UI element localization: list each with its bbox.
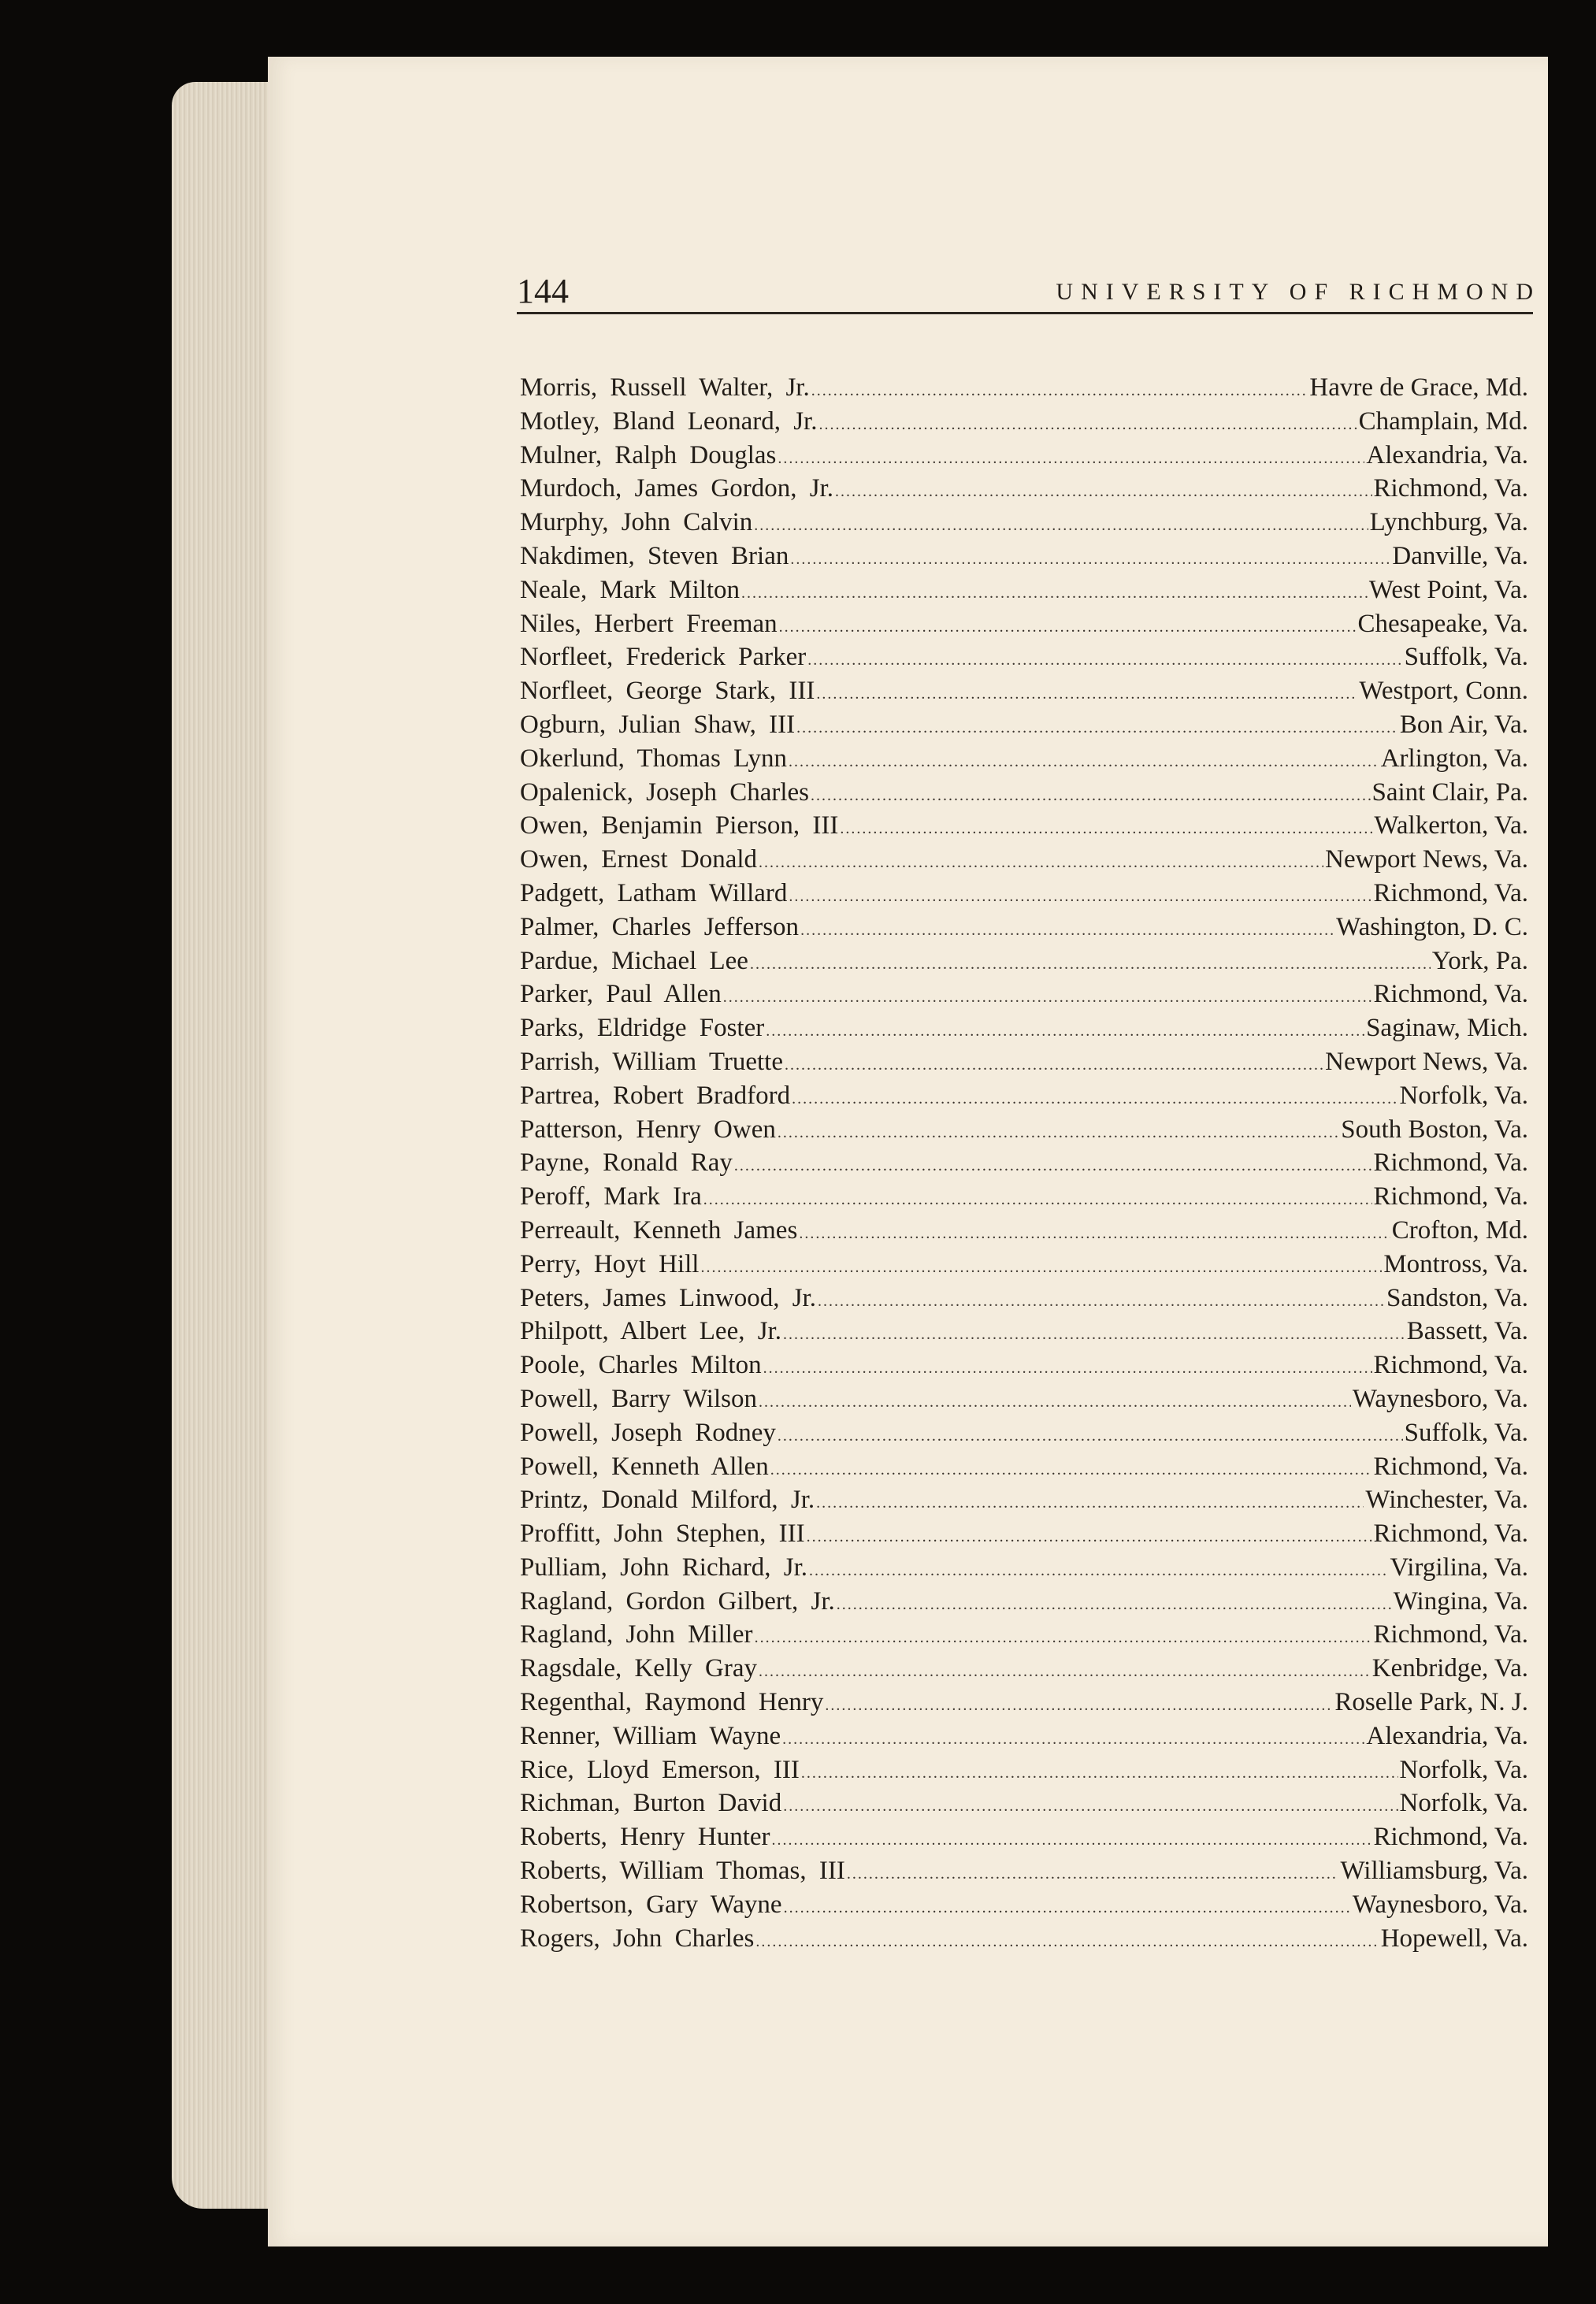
hometown: Norfolk, Va. bbox=[1399, 1081, 1528, 1110]
list-item bbox=[520, 1789, 1528, 1823]
hometown: Bassett, Va. bbox=[1406, 1317, 1528, 1346]
student-name: Ragsdale, Kelly Gray bbox=[520, 1654, 757, 1683]
hometown: Kenbridge, Va. bbox=[1371, 1654, 1528, 1683]
dot-leader bbox=[792, 1090, 1397, 1108]
list-item bbox=[520, 1419, 1528, 1453]
student-name: Regenthal, Raymond Henry bbox=[520, 1688, 824, 1717]
dot-leader bbox=[778, 450, 1364, 468]
dot-leader bbox=[835, 483, 1372, 501]
dot-leader bbox=[700, 1259, 1382, 1277]
hometown: Sandston, Va. bbox=[1386, 1283, 1528, 1312]
student-name: Parker, Paul Allen bbox=[520, 980, 722, 1009]
student-name: Perreault, Kenneth James bbox=[520, 1215, 798, 1245]
dot-leader bbox=[837, 1596, 1392, 1614]
list-item bbox=[520, 1148, 1528, 1182]
hometown: Richmond, Va. bbox=[1373, 1182, 1528, 1211]
list-item bbox=[520, 1385, 1528, 1419]
student-name: Renner, William Wayne bbox=[520, 1721, 781, 1750]
student-name: Owen, Benjamin Pierson, III bbox=[520, 811, 839, 840]
student-name: Opalenick, Joseph Charles bbox=[520, 777, 809, 807]
dot-leader bbox=[763, 1360, 1372, 1378]
dot-leader bbox=[741, 584, 1368, 603]
hometown: Crofton, Md. bbox=[1391, 1215, 1528, 1245]
hometown: Richmond, Va. bbox=[1373, 1351, 1528, 1380]
hometown: Waynesboro, Va. bbox=[1352, 1890, 1528, 1919]
list-item bbox=[520, 980, 1528, 1014]
hometown: Richmond, Va. bbox=[1373, 980, 1528, 1009]
list-item bbox=[520, 1857, 1528, 1890]
dot-leader bbox=[759, 1663, 1371, 1681]
student-name: Ragland, John Miller bbox=[520, 1620, 753, 1649]
list-item bbox=[520, 441, 1528, 475]
list-item bbox=[520, 542, 1528, 576]
list-item bbox=[520, 845, 1528, 879]
hometown: Alexandria, Va. bbox=[1366, 1721, 1528, 1750]
student-name: Rogers, John Charles bbox=[520, 1924, 755, 1953]
student-name: Nakdimen, Steven Brian bbox=[520, 541, 789, 570]
student-name: Neale, Mark Milton bbox=[520, 575, 740, 604]
list-item bbox=[520, 1250, 1528, 1284]
list-item bbox=[520, 1823, 1528, 1857]
student-name: Patterson, Henry Owen bbox=[520, 1115, 776, 1144]
list-item bbox=[520, 744, 1528, 778]
dot-leader bbox=[809, 1562, 1388, 1580]
hometown: Arlington, Va. bbox=[1380, 744, 1528, 773]
dot-leader bbox=[759, 1393, 1351, 1412]
hometown: South Boston, Va. bbox=[1341, 1115, 1528, 1144]
list-item bbox=[520, 1284, 1528, 1318]
hometown: Winchester, Va. bbox=[1365, 1486, 1528, 1515]
hometown: Champlain, Md. bbox=[1358, 406, 1528, 436]
student-name: Ragland, Gordon Gilbert, Jr. bbox=[520, 1586, 835, 1616]
hometown: Hopewell, Va. bbox=[1380, 1924, 1528, 1953]
hometown: Wingina, Va. bbox=[1393, 1586, 1528, 1616]
dot-leader bbox=[785, 1056, 1323, 1074]
hometown: Richmond, Va. bbox=[1373, 878, 1528, 907]
running-head-title: UNIVERSITY OF RICHMOND bbox=[1056, 279, 1541, 305]
dot-leader bbox=[759, 854, 1323, 872]
hometown: Alexandria, Va. bbox=[1366, 440, 1528, 469]
dot-leader bbox=[825, 1697, 1333, 1715]
dot-leader bbox=[783, 1326, 1405, 1344]
list-item bbox=[520, 1216, 1528, 1250]
student-name: Murphy, John Calvin bbox=[520, 508, 753, 537]
dot-leader bbox=[754, 517, 1368, 535]
student-name: Norfleet, Frederick Parker bbox=[520, 643, 807, 672]
student-directory-list bbox=[520, 373, 1528, 1957]
dot-leader bbox=[796, 719, 1398, 737]
student-name: Ogburn, Julian Shaw, III bbox=[520, 710, 796, 739]
dot-leader bbox=[779, 618, 1357, 636]
dot-leader bbox=[766, 1022, 1364, 1041]
student-name: Pulliam, John Richard, Jr. bbox=[520, 1553, 807, 1582]
hometown: Suffolk, Va. bbox=[1404, 1418, 1528, 1447]
list-item bbox=[520, 1115, 1528, 1149]
student-name: Poole, Charles Milton bbox=[520, 1351, 762, 1380]
hometown: Richmond, Va. bbox=[1373, 1823, 1528, 1852]
dot-leader bbox=[800, 922, 1334, 940]
student-name: Payne, Ronald Ray bbox=[520, 1148, 733, 1178]
student-name: Rice, Lloyd Emerson, III bbox=[520, 1755, 800, 1784]
list-item bbox=[520, 1453, 1528, 1486]
student-name: Printz, Donald Milford, Jr. bbox=[520, 1486, 815, 1515]
hometown: Norfolk, Va. bbox=[1399, 1789, 1528, 1818]
hometown: Walkerton, Va. bbox=[1374, 811, 1528, 840]
student-name: Murdoch, James Gordon, Jr. bbox=[520, 474, 833, 503]
list-item bbox=[520, 1317, 1528, 1351]
list-item bbox=[520, 1688, 1528, 1722]
list-item bbox=[520, 1486, 1528, 1519]
hometown: West Point, Va. bbox=[1368, 575, 1528, 604]
list-item bbox=[520, 373, 1528, 407]
list-item bbox=[520, 1654, 1528, 1688]
dot-leader bbox=[778, 1124, 1339, 1142]
hometown: Waynesboro, Va. bbox=[1352, 1384, 1528, 1413]
dot-leader bbox=[784, 1899, 1351, 1917]
dot-leader bbox=[770, 1461, 1372, 1479]
list-item bbox=[520, 576, 1528, 610]
student-name: Morris, Russell Walter, Jr. bbox=[520, 373, 810, 402]
dot-leader bbox=[772, 1831, 1372, 1850]
hometown: Virgilina, Va. bbox=[1390, 1553, 1528, 1582]
list-item bbox=[520, 1014, 1528, 1048]
list-item bbox=[520, 1756, 1528, 1790]
list-item bbox=[520, 778, 1528, 812]
student-name: Robertson, Gary Wayne bbox=[520, 1890, 782, 1919]
hometown: Richmond, Va. bbox=[1373, 1148, 1528, 1178]
list-item bbox=[520, 1082, 1528, 1115]
list-item bbox=[520, 407, 1528, 441]
student-name: Partrea, Robert Bradford bbox=[520, 1081, 791, 1110]
hometown: Montross, Va. bbox=[1383, 1249, 1528, 1278]
hometown: Bon Air, Va. bbox=[1399, 710, 1528, 739]
student-name: Richman, Burton David bbox=[520, 1789, 782, 1818]
student-name: Mulner, Ralph Douglas bbox=[520, 440, 777, 469]
dot-leader bbox=[807, 1528, 1372, 1546]
hometown: Newport News, Va. bbox=[1325, 1047, 1528, 1076]
student-name: Powell, Barry Wilson bbox=[520, 1384, 757, 1413]
list-item bbox=[520, 1182, 1528, 1216]
list-item bbox=[520, 474, 1528, 508]
student-name: Niles, Herbert Freeman bbox=[520, 609, 778, 638]
list-item bbox=[520, 1620, 1528, 1654]
student-name: Norfleet, George Stark, III bbox=[520, 677, 815, 706]
hometown: Danville, Va. bbox=[1392, 541, 1528, 570]
hometown: Richmond, Va. bbox=[1373, 1519, 1528, 1549]
dot-leader bbox=[840, 820, 1372, 838]
list-item bbox=[520, 947, 1528, 981]
student-name: Peters, James Linwood, Jr. bbox=[520, 1283, 816, 1312]
hometown: Richmond, Va. bbox=[1373, 1620, 1528, 1649]
dot-leader bbox=[801, 1764, 1398, 1783]
student-name: Perry, Hoyt Hill bbox=[520, 1249, 700, 1278]
student-name: Pardue, Michael Lee bbox=[520, 946, 748, 975]
dot-leader bbox=[703, 1191, 1372, 1209]
list-item bbox=[520, 1924, 1528, 1958]
dot-leader bbox=[811, 382, 1308, 400]
student-name: Proffitt, John Stephen, III bbox=[520, 1519, 805, 1549]
dot-leader bbox=[818, 1293, 1385, 1311]
dot-leader bbox=[799, 1225, 1390, 1243]
hometown: Newport News, Va. bbox=[1325, 845, 1528, 874]
list-item bbox=[520, 1351, 1528, 1385]
hometown: Suffolk, Va. bbox=[1404, 643, 1528, 672]
dot-leader bbox=[750, 955, 1431, 974]
list-item bbox=[520, 1722, 1528, 1756]
student-name: Roberts, William Thomas, III bbox=[520, 1857, 845, 1886]
dot-leader bbox=[847, 1865, 1339, 1883]
hometown: Washington, D. C. bbox=[1336, 912, 1528, 941]
hometown: Richmond, Va. bbox=[1373, 1452, 1528, 1481]
list-item bbox=[520, 1048, 1528, 1082]
dot-leader bbox=[789, 888, 1371, 906]
hometown: Havre de Grace, Md. bbox=[1309, 373, 1528, 402]
dot-leader bbox=[789, 753, 1379, 771]
student-name: Parrish, William Truette bbox=[520, 1047, 783, 1076]
list-item bbox=[520, 710, 1528, 744]
dot-leader bbox=[778, 1427, 1403, 1445]
student-name: Powell, Joseph Rodney bbox=[520, 1418, 776, 1447]
dot-leader bbox=[783, 1798, 1397, 1816]
list-item bbox=[520, 811, 1528, 845]
hometown: Williamsburg, Va. bbox=[1340, 1857, 1528, 1886]
dot-leader bbox=[734, 1157, 1372, 1175]
hometown: Saint Clair, Pa. bbox=[1371, 777, 1528, 807]
student-name: Padgett, Latham Willard bbox=[520, 878, 788, 907]
page-edges bbox=[172, 82, 274, 2209]
dot-leader bbox=[807, 651, 1402, 670]
list-item bbox=[520, 677, 1528, 710]
dot-leader bbox=[811, 787, 1371, 805]
list-item bbox=[520, 508, 1528, 542]
hometown: Lynchburg, Va. bbox=[1369, 508, 1528, 537]
hometown: Richmond, Va. bbox=[1373, 474, 1528, 503]
running-head bbox=[517, 272, 1541, 314]
hometown: York, Pa. bbox=[1431, 946, 1528, 975]
list-item bbox=[520, 1553, 1528, 1587]
dot-leader bbox=[816, 1494, 1364, 1512]
list-item bbox=[520, 643, 1528, 677]
dot-leader bbox=[816, 685, 1357, 703]
student-name: Powell, Kenneth Allen bbox=[520, 1452, 769, 1481]
student-name: Owen, Ernest Donald bbox=[520, 845, 758, 874]
list-item bbox=[520, 879, 1528, 913]
student-name: Peroff, Mark Ira bbox=[520, 1182, 702, 1211]
hometown: Saginaw, Mich. bbox=[1366, 1014, 1528, 1043]
list-item bbox=[520, 1519, 1528, 1553]
dot-leader bbox=[782, 1731, 1364, 1749]
hometown: Westport, Conn. bbox=[1359, 677, 1528, 706]
list-item bbox=[520, 1890, 1528, 1924]
student-name: Parks, Eldridge Foster bbox=[520, 1014, 765, 1043]
student-name: Motley, Bland Leonard, Jr. bbox=[520, 406, 818, 436]
list-item bbox=[520, 610, 1528, 644]
student-name: Palmer, Charles Jefferson bbox=[520, 912, 800, 941]
list-item bbox=[520, 1587, 1528, 1621]
dot-leader bbox=[790, 551, 1390, 569]
student-name: Philpott, Albert Lee, Jr. bbox=[520, 1317, 781, 1346]
hometown: Roselle Park, N. J. bbox=[1334, 1688, 1528, 1717]
list-item bbox=[520, 913, 1528, 947]
dot-leader bbox=[818, 416, 1357, 434]
page-number: 144 bbox=[517, 272, 569, 310]
dot-leader bbox=[755, 1933, 1379, 1951]
student-name: Roberts, Henry Hunter bbox=[520, 1823, 770, 1852]
student-name: Okerlund, Thomas Lynn bbox=[520, 744, 787, 773]
dot-leader bbox=[755, 1629, 1372, 1647]
hometown: Chesapeake, Va. bbox=[1357, 609, 1528, 638]
hometown: Norfolk, Va. bbox=[1399, 1755, 1528, 1784]
dot-leader bbox=[723, 989, 1372, 1007]
